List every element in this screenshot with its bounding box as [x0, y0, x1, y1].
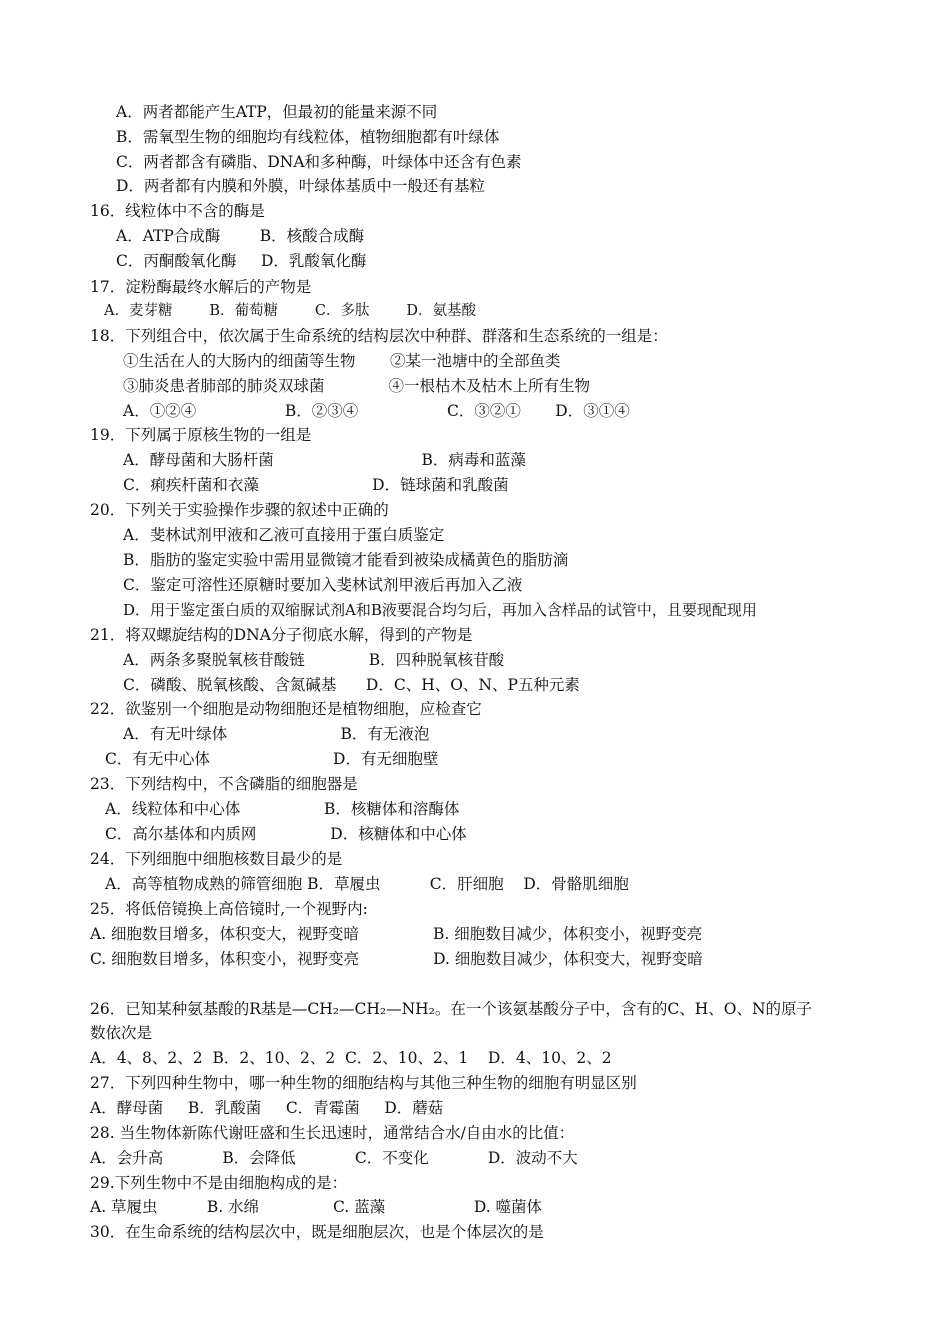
question-27: 27．下列四种生物中，哪一种生物的细胞结构与其他三种生物的细胞有明显区别: [90, 1074, 637, 1092]
option-20c: C．鉴定可溶性还原糖时要加入斐林试剂甲液后再加入乙液: [123, 576, 523, 594]
options-23-ab: A．线粒体和中心体 B．核糖体和溶酶体: [105, 800, 460, 818]
question-20: 20．下列关于实验操作步骤的叙述中正确的: [90, 501, 389, 519]
options-25-cd: C. 细胞数目增多，体积变小，视野变亮 D. 细胞数目减少，体积变大，视野变暗: [90, 950, 703, 968]
items-18-34: ③肺炎患者肺部的肺炎双球菌 ④一根枯木及枯木上所有生物: [123, 377, 591, 395]
option-20a: A．斐林试剂甲液和乙液可直接用于蛋白质鉴定: [123, 526, 445, 544]
options-23-cd: C．高尔基体和内质网 D．核糖体和中心体: [105, 825, 467, 843]
options-22-ab: A．有无叶绿体 B．有无液泡: [123, 725, 430, 743]
question-19: 19．下列属于原核生物的一组是: [90, 426, 312, 444]
option-15c: C．两者都含有磷脂、DNA和多种酶，叶绿体中还含有色素: [116, 153, 522, 171]
items-18-12: ①生活在人的大肠内的细菌等生物 ②某一池塘中的全部鱼类: [123, 352, 561, 370]
options-19-ab: A．酵母菌和大肠杆菌 B．病毒和蓝藻: [123, 451, 526, 469]
options-16-cd: C．丙酮酸氧化酶 D．乳酸氧化酶: [116, 252, 367, 270]
option-15a: A．两者都能产生ATP，但最初的能量来源不同: [116, 103, 438, 121]
options-18: A．①②④ B．②③④ C．③②① D．③①④: [123, 402, 630, 420]
options-21-ab: A．两条多聚脱氧核苷酸链 B．四种脱氧核苷酸: [123, 651, 505, 669]
options-29: A. 草履虫 B. 水绵 C. 蓝藻 D. 噬菌体: [90, 1198, 543, 1216]
options-24: A．高等植物成熟的筛管细胞 B．草履虫 C．肝细胞 D．骨骼肌细胞: [105, 875, 629, 893]
question-17-text: 17．淀粉酶最终水解后的产物是: [90, 278, 312, 296]
question-28: 28. 当生物体新陈代谢旺盛和生长迅速时，通常结合水/自由水的比值：: [90, 1124, 575, 1142]
question-26-cont: 数依次是: [90, 1024, 153, 1042]
options-17: A．麦芽糖 B．葡萄糖 C．多肽 D．氨基酸: [104, 303, 476, 319]
question-18: 18．下列组合中，依次属于生命系统的结构层次中种群、群落和生态系统的一组是：: [90, 327, 668, 345]
option-15d: D．两者都有内膜和外膜，叶绿体基质中一般还有基粒: [116, 177, 485, 195]
options-26: A．4、8、2、2 B．2、10、2、2 C．2、10、2、1 D．4、10、2、2: [90, 1049, 612, 1067]
question-29: 29.下列生物中不是由细胞构成的是：: [90, 1174, 348, 1192]
options-16-ab: A．ATP合成酶 B．核酸合成酶: [116, 227, 365, 245]
question-21: 21．将双螺旋结构的DNA分子彻底水解，得到的产物是: [90, 626, 473, 644]
options-21-cd: C．磷酸、脱氧核酸、含氮碱基 D．C、H、O、N、P五种元素: [123, 676, 580, 694]
question-23: 23．下列结构中，不含磷脂的细胞器是: [90, 775, 358, 793]
option-20b: B．脂肪的鉴定实验中需用显微镜才能看到被染成橘黄色的脂肪滴: [123, 551, 569, 569]
question-26: 26．已知某种氨基酸的R基是—CH₂—CH₂—NH₂。在一个该氨基酸分子中，含有的C、H、O、N的原子: [90, 1000, 813, 1018]
option-15b: B．需氧型生物的细胞均有线粒体，植物细胞都有叶绿体: [116, 128, 500, 146]
question-16: 16．线粒体中不含的酶是: [90, 202, 265, 220]
question-22: 22．欲鉴别一个细胞是动物细胞还是植物细胞，应检查它: [90, 700, 482, 718]
question-24: 24．下列细胞中细胞核数目最少的是: [90, 850, 343, 868]
options-19-cd: C．痢疾杆菌和衣藻 D．链球菌和乳酸菌: [123, 476, 509, 494]
options-25-ab: A. 细胞数目增多，体积变大，视野变暗 B. 细胞数目减少，体积变小，视野变亮: [90, 925, 703, 943]
question-25: 25．将低倍镜换上高倍镜时,一个视野内:: [90, 900, 368, 918]
option-20d: D．用于鉴定蛋白质的双缩脲试剂A和B液要混合均匀后，再加入含样品的试管中，且要现配现用: [123, 601, 757, 619]
options-22-cd: C．有无中心体 D．有无细胞壁: [105, 750, 439, 768]
options-28: A．会升高 B．会降低 C．不变化 D．波动不大: [90, 1149, 578, 1167]
options-27: A．酵母菌 B．乳酸菌 C．青霉菌 D．蘑菇: [90, 1099, 444, 1117]
question-30: 30．在生命系统的结构层次中，既是细胞层次，也是个体层次的是: [90, 1223, 544, 1241]
